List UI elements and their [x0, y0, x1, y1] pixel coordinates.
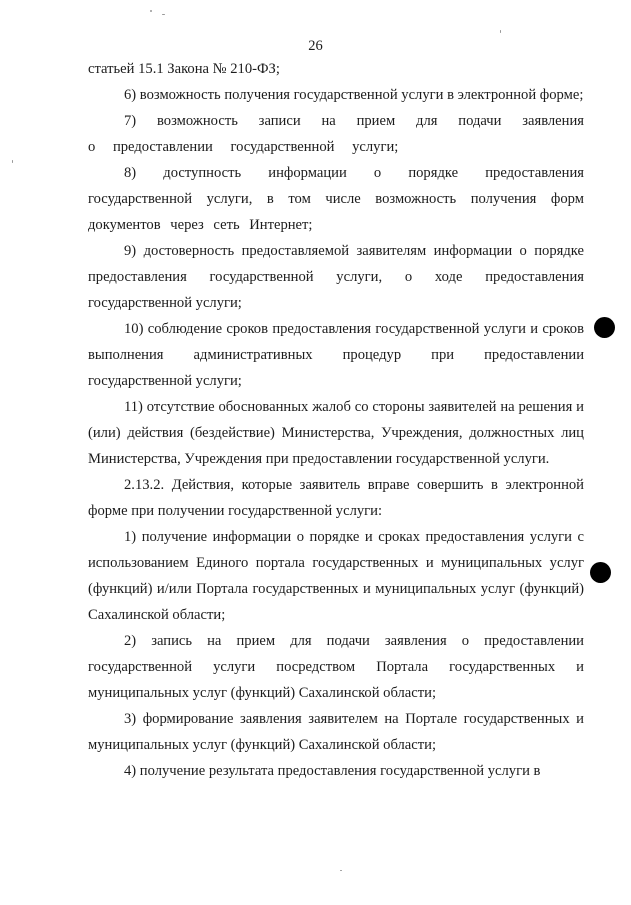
hole-punch-mark — [590, 562, 611, 583]
paragraph-item-7: 7) возможность записи на прием для подачи заявления о предоставлении государственной услуги; — [88, 113, 584, 155]
paragraph-item-11: 11) отсутствие обоснованных жалоб со стороны заявителей на решения и (или) действия (бездействие) Министерства, Учреждения, должностных лиц Министерства, Учреждения при предоставлении государственной услуги. — [88, 399, 584, 467]
paragraph-action-4: 4) получение результата предоставления государственной услуги в — [124, 763, 541, 779]
paragraph-item-6: 6) возможность получения государственной услуги в электронной форме; — [124, 87, 584, 103]
hole-punch-mark — [594, 317, 615, 338]
paragraph-action-1: 1) получение информации о порядке и сроках предоставления услуги с использованием Единого портала государственных и муниципальных услуг (функций) и/или Портала государственных и муниципальных услуг (функций) Сахалинской области; — [88, 529, 584, 623]
page-number: 26 — [308, 38, 323, 54]
paragraph-1-continuation: статьей 15.1 Закона № 210-ФЗ; — [88, 61, 280, 77]
paragraph-action-3: 3) формирование заявления заявителем на Портале государственных и муниципальных услуг (функций) Сахалинской области; — [88, 711, 584, 753]
paragraph-item-10: 10) соблюдение сроков предоставления государственной услуги и сроков выполнения административных процедур при предоставлении государственной услуги; — [88, 321, 584, 389]
scan-speck — [162, 14, 165, 15]
paragraph-item-8: 8) доступность информации о порядке предоставления государственной услуги, в том числе возможность получения форм документов через сеть Интернет; — [88, 165, 584, 233]
paragraph-section-2-13-2: 2.13.2. Действия, которые заявитель вправе совершить в электронной форме при получении государственной услуги: — [88, 477, 584, 519]
scan-speck — [150, 10, 152, 12]
document-body — [88, 56, 584, 784]
paragraph-item-9: 9) достоверность предоставляемой заявителям информации о порядке предоставления государственной услуги, о ходе предоставления государственной услуги; — [88, 243, 584, 311]
paragraph-action-2: 2) запись на прием для подачи заявления о предоставлении государственной услуги посредством Портала государственных и муниципальных услуг (функций) Сахалинской области; — [88, 633, 584, 701]
scan-speck — [12, 160, 13, 163]
scan-speck — [500, 30, 501, 33]
scan-speck — [340, 870, 342, 871]
